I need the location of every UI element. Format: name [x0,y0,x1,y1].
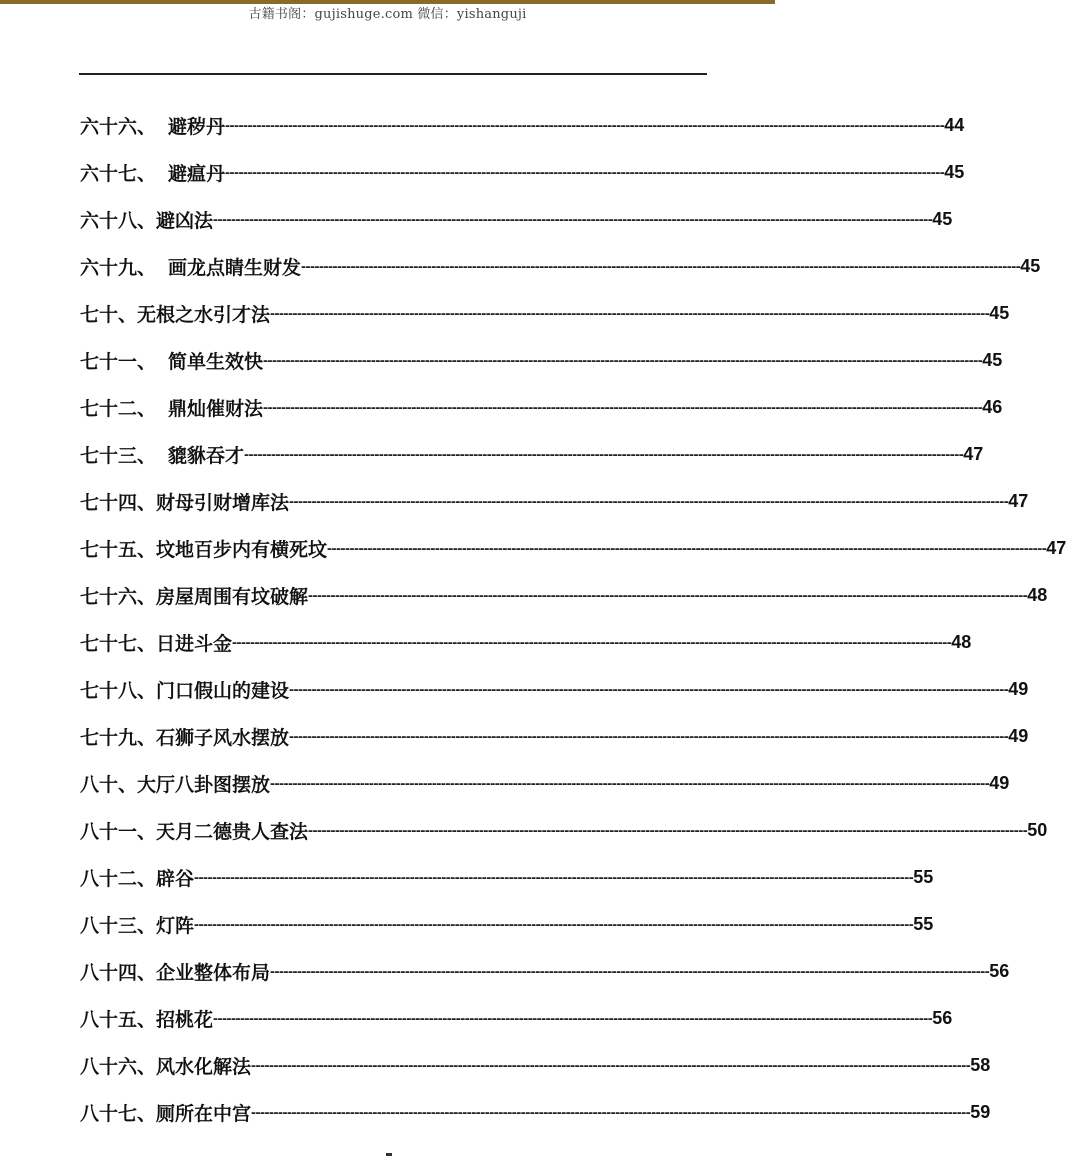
toc-entry-number: 七十一、 [80,350,157,373]
toc-page-number: 49 [1008,725,1029,746]
toc-entry-title: 石狮子风水摆放 [156,726,290,749]
toc-entry-number: 六十八、 [80,209,157,232]
toc-entry [80,343,1003,377]
toc-entry-title: 鼎灿催财法 [168,397,264,420]
toc-dot-leader: ---------------------------------------------------------------------------------------------------------------------------------------------------------------- [225,116,945,134]
toc-entry [80,907,934,941]
page-footer-mark [386,1153,392,1156]
toc-page-number: 49 [989,772,1010,793]
toc-dot-leader: ---------------------------------------------------------------------------------------------------------------------------------------------------------------- [263,351,983,369]
toc-page-number: 47 [1046,537,1066,558]
toc-entry-number: 七十、 [80,303,138,326]
toc-entry-title: 避秽丹 [168,115,226,138]
toc-entry-title: 避瘟丹 [168,162,226,185]
toc-page-number: 45 [932,208,953,229]
toc-dot-leader: ---------------------------------------------------------------------------------------------------------------------------------------------------------------- [289,680,1009,698]
toc-entry [80,672,1029,706]
toc-entry-number: 七十四、 [80,491,157,514]
toc-entry [80,578,1048,612]
toc-page-number: 47 [963,443,984,464]
toc-entry [80,202,953,236]
toc-entry-title: 天月二德贵人查法 [156,820,309,843]
toc-entry-number: 六十七、 [80,162,157,185]
toc-entry-number: 八十五、 [80,1008,157,1031]
toc-entry [80,1048,991,1082]
toc-entry-title: 财母引财增库法 [156,491,290,514]
toc-page-number: 56 [932,1007,953,1028]
toc-entry-title: 避凶法 [156,209,214,232]
toc-entry-number: 八十二、 [80,867,157,890]
toc-page-number: 58 [970,1054,991,1075]
toc-entry [80,766,1010,800]
toc-dot-leader: ---------------------------------------------------------------------------------------------------------------------------------------------------------------- [308,586,1028,604]
toc-dot-leader: ---------------------------------------------------------------------------------------------------------------------------------------------------------------- [270,774,990,792]
toc-dot-leader: ---------------------------------------------------------------------------------------------------------------------------------------------------------------- [213,1009,933,1027]
toc-page-number: 50 [1027,819,1048,840]
toc-entry-number: 七十三、 [80,444,157,467]
toc-entry-title: 大厅八卦图摆放 [137,773,271,796]
toc-page-number: 47 [1008,490,1029,511]
toc-dot-leader: ---------------------------------------------------------------------------------------------------------------------------------------------------------------- [213,210,933,228]
toc-entry-title: 房屋周围有坟破解 [156,585,309,608]
toc-entry [80,155,965,189]
toc-entry-number: 七十二、 [80,397,157,420]
toc-entry-number: 七十七、 [80,632,157,655]
toc-entry-number: 八十一、 [80,820,157,843]
toc-dot-leader: ---------------------------------------------------------------------------------------------------------------------------------------------------------------- [194,868,914,886]
toc-page-number: 45 [989,302,1010,323]
toc-entry [80,813,1048,847]
toc-page-number: 45 [982,349,1003,370]
toc-entry [80,390,1003,424]
toc-dot-leader: ---------------------------------------------------------------------------------------------------------------------------------------------------------------- [251,1056,971,1074]
toc-dot-leader: ---------------------------------------------------------------------------------------------------------------------------------------------------------------- [289,492,1009,510]
toc-page-number: 45 [944,161,965,182]
toc-entry-title: 辟谷 [156,867,195,890]
toc-dot-leader: ---------------------------------------------------------------------------------------------------------------------------------------------------------------- [270,962,990,980]
toc-entry [80,625,972,659]
toc-entry [80,296,1010,330]
toc-entry-title: 企业整体布局 [156,961,271,984]
toc-dot-leader: ---------------------------------------------------------------------------------------------------------------------------------------------------------------- [327,539,1047,557]
watermark-header: 古籍书阁：gujishuge.com 微信：yishanguji [248,7,527,22]
toc-dot-leader: ---------------------------------------------------------------------------------------------------------------------------------------------------------------- [194,915,914,933]
toc-entry [80,249,1041,283]
toc-entry [80,719,1029,753]
toc-page-number: 56 [989,960,1010,981]
toc-dot-leader: ---------------------------------------------------------------------------------------------------------------------------------------------------------------- [301,257,1021,275]
toc-entry [80,1001,953,1035]
toc-page-number: 48 [1027,584,1048,605]
toc-entry-title: 招桃花 [156,1008,214,1031]
toc-entry-title: 画龙点睛生财发 [168,256,302,279]
toc-entry [80,108,965,142]
toc-entry [80,484,1029,518]
toc-entry-number: 六十六、 [80,115,157,138]
toc-page-number: 55 [913,866,934,887]
toc-entry-title: 简单生效快 [168,350,264,373]
toc-dot-leader: ---------------------------------------------------------------------------------------------------------------------------------------------------------------- [251,1103,971,1121]
toc-page-number: 48 [951,631,972,652]
toc-entry [80,860,934,894]
toc-page-number: 45 [1020,255,1041,276]
toc-entry-number: 八十、 [80,773,138,796]
toc-entry-title: 貔貅吞才 [168,444,245,467]
toc-dot-leader: ---------------------------------------------------------------------------------------------------------------------------------------------------------------- [263,398,983,416]
toc-entry-number: 八十四、 [80,961,157,984]
toc-entry [80,531,1066,565]
toc-entry-number: 八十三、 [80,914,157,937]
toc-dot-leader: ---------------------------------------------------------------------------------------------------------------------------------------------------------------- [270,304,990,322]
toc-entry [80,437,984,471]
toc-entry-title: 风水化解法 [156,1055,252,1078]
toc-entry-title: 日进斗金 [156,632,233,655]
toc-entry-number: 八十七、 [80,1102,157,1125]
toc-entry-number: 七十六、 [80,585,157,608]
toc-page-number: 49 [1008,678,1029,699]
toc-dot-leader: ---------------------------------------------------------------------------------------------------------------------------------------------------------------- [225,163,945,181]
toc-entry-title: 坟地百步内有横死坟 [156,538,328,561]
toc-entry-number: 七十九、 [80,726,157,749]
toc-page-number: 59 [970,1101,991,1122]
toc-dot-leader: ---------------------------------------------------------------------------------------------------------------------------------------------------------------- [289,727,1009,745]
toc-entry-number: 六十九、 [80,256,157,279]
toc-entry-number: 八十六、 [80,1055,157,1078]
toc-dot-leader: ---------------------------------------------------------------------------------------------------------------------------------------------------------------- [232,633,952,651]
toc-entry [80,1095,991,1129]
toc-page-number: 46 [982,396,1003,417]
toc-dot-leader: ---------------------------------------------------------------------------------------------------------------------------------------------------------------- [308,821,1028,839]
toc-page-number: 55 [913,913,934,934]
header-rule [79,73,707,75]
toc-entry-number: 七十八、 [80,679,157,702]
toc-dot-leader: ---------------------------------------------------------------------------------------------------------------------------------------------------------------- [244,445,964,463]
toc-entry [80,954,1010,988]
toc-entry-title: 灯阵 [156,914,195,937]
toc-entry-title: 门口假山的建设 [156,679,290,702]
toc-entry-title: 厕所在中宫 [156,1102,252,1125]
toc-entry-title: 无根之水引才法 [137,303,271,326]
toc-entry-number: 七十五、 [80,538,157,561]
toc-page-number: 44 [944,114,965,135]
